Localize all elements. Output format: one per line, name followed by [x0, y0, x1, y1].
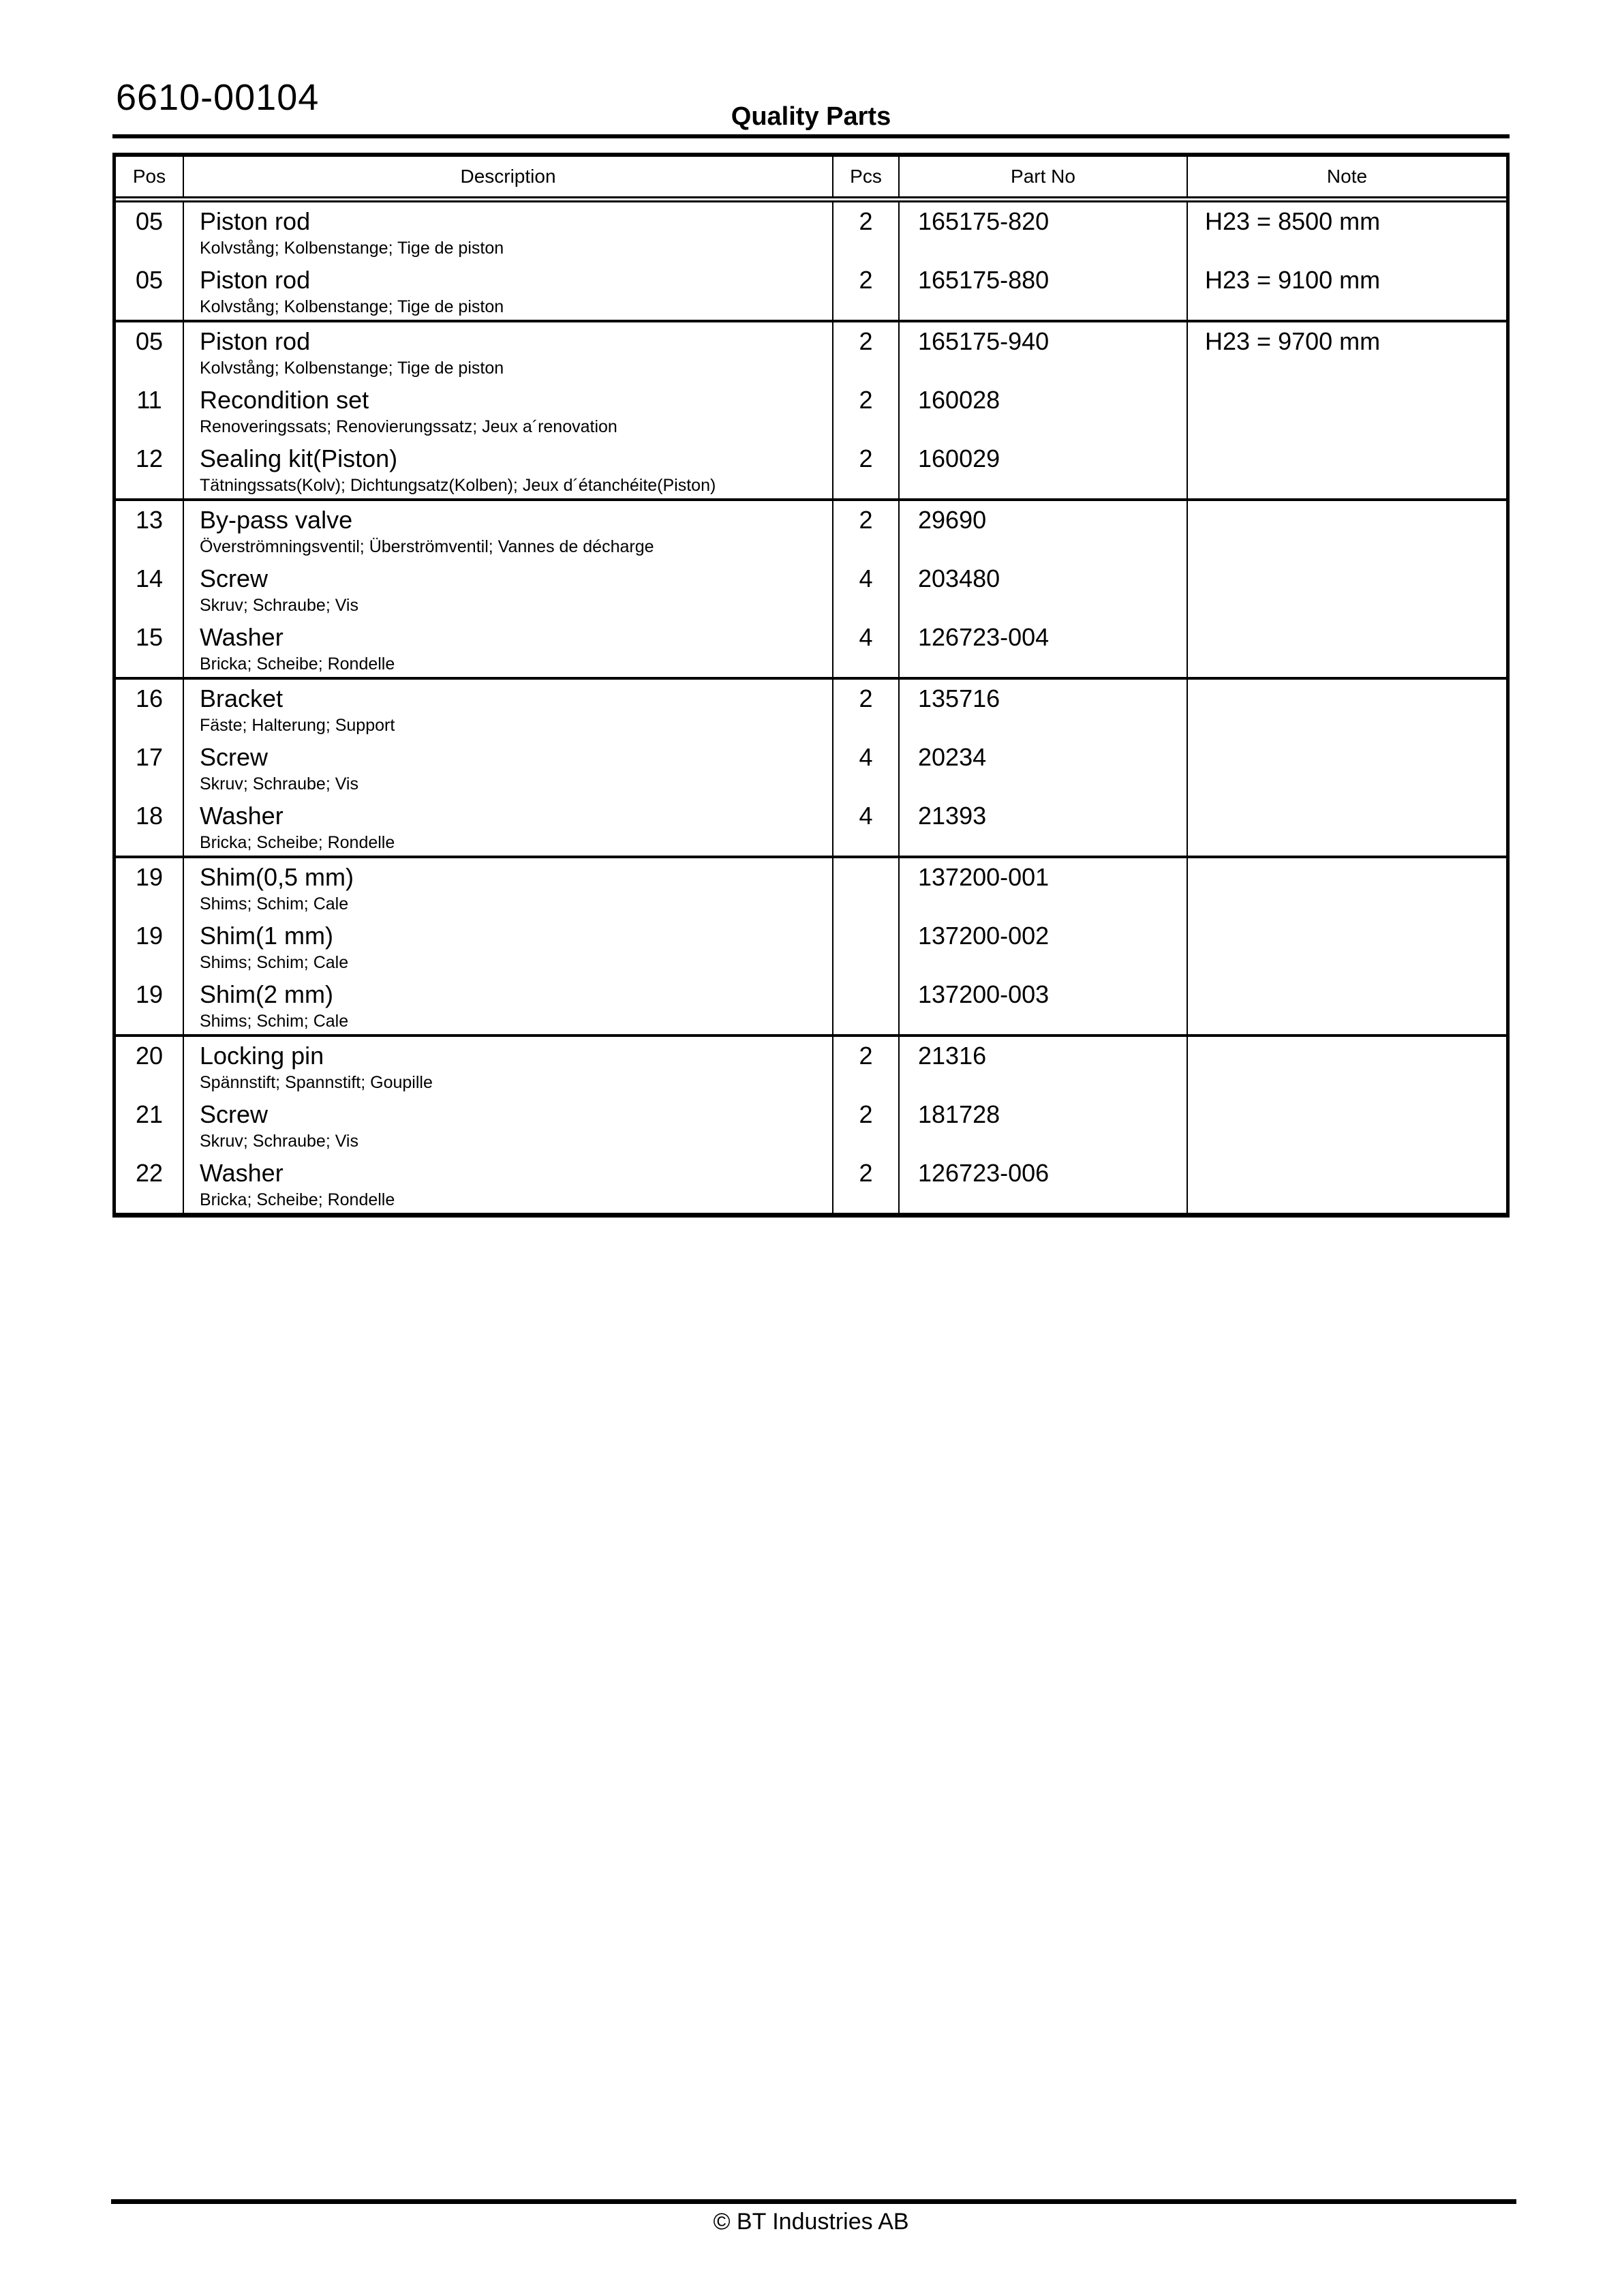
note-cell: [1188, 618, 1506, 677]
description-main: Screw: [200, 743, 269, 771]
page-title: Quality Parts: [731, 102, 891, 131]
table-row: [116, 560, 1506, 618]
pcs-cell: [833, 976, 900, 1034]
description-cell: [184, 618, 833, 677]
table-row: [116, 1037, 1506, 1096]
pos-cell: 22: [116, 1154, 184, 1213]
table-row: [116, 501, 1506, 560]
part-no-cell: 126723-004: [900, 618, 1188, 677]
note-cell: [1188, 976, 1506, 1034]
column-header-part-no: Part No: [900, 157, 1188, 196]
pcs-cell: [833, 858, 900, 917]
table-row: [116, 261, 1506, 320]
description-translations: Shims; Schim; Cale: [200, 894, 349, 913]
pcs-cell: 2: [833, 680, 900, 738]
description-translations: Shims; Schim; Cale: [200, 953, 349, 972]
footer-divider: [111, 2199, 1516, 2204]
row-group: [116, 202, 1506, 322]
part-no-cell: 165175-880: [900, 261, 1188, 320]
description-translations: Skruv; Schraube; Vis: [200, 1132, 358, 1151]
table-row: [116, 322, 1506, 381]
part-no-cell: 137200-001: [900, 858, 1188, 917]
description-cell: [184, 976, 833, 1034]
parts-table-body: [116, 202, 1506, 1213]
description-translations: Shims; Schim; Cale: [200, 1012, 349, 1031]
pos-cell: 15: [116, 618, 184, 677]
table-row: [116, 202, 1506, 261]
pcs-cell: 2: [833, 381, 900, 440]
description-translations: Kolvstång; Kolbenstange; Tige de piston: [200, 297, 504, 316]
part-no-cell: 160028: [900, 381, 1188, 440]
part-no-cell: 21316: [900, 1037, 1188, 1096]
description-main: Washer: [200, 802, 284, 830]
description-translations: Kolvstång; Kolbenstange; Tige de piston: [200, 359, 504, 378]
description-cell: [184, 202, 833, 261]
pos-cell: 20: [116, 1037, 184, 1096]
description-translations: Bricka; Scheibe; Rondelle: [200, 833, 395, 852]
column-header-note: Note: [1326, 166, 1368, 187]
description-main: Piston rod: [200, 327, 311, 355]
note-cell: [1188, 1037, 1506, 1096]
description-cell: [184, 381, 833, 440]
pos-cell: 17: [116, 738, 184, 797]
note-cell: [1188, 560, 1506, 618]
description-translations: Överströmningsventil; Überströmventil; Vannes de décharge: [200, 537, 654, 556]
pos-cell: 21: [116, 1096, 184, 1154]
note-cell: [1188, 917, 1506, 976]
pcs-cell: 2: [833, 1154, 900, 1213]
parts-table: [112, 153, 1510, 1218]
note-cell: [1188, 797, 1506, 856]
part-no-cell: 20234: [900, 738, 1188, 797]
pos-cell: 05: [116, 261, 184, 320]
description-translations: Bricka; Scheibe; Rondelle: [200, 1190, 395, 1209]
note-cell: [1188, 738, 1506, 797]
pos-cell: 12: [116, 440, 184, 498]
description-main: By-pass valve: [200, 506, 353, 534]
row-group: [116, 1037, 1506, 1213]
part-no-cell: 165175-820: [900, 202, 1188, 261]
part-no-cell: 165175-940: [900, 322, 1188, 381]
note-cell: H23 = 9700 mm: [1205, 327, 1381, 355]
description-main: Washer: [200, 623, 284, 651]
row-group: [116, 501, 1506, 680]
description-translations: Spännstift; Spannstift; Goupille: [200, 1073, 433, 1092]
pos-cell: 11: [116, 381, 184, 440]
description-main: Sealing kit(Piston): [200, 444, 398, 472]
part-no-cell: 21393: [900, 797, 1188, 856]
table-header-row: [116, 157, 1506, 202]
part-no-cell: 160029: [900, 440, 1188, 498]
description-cell: [184, 560, 833, 618]
table-row: [116, 440, 1506, 498]
pos-cell: 13: [116, 501, 184, 560]
description-main: Shim(1 mm): [200, 922, 333, 950]
description-cell: [184, 738, 833, 797]
pcs-cell: 4: [833, 797, 900, 856]
pcs-cell: 4: [833, 560, 900, 618]
part-no-cell: 181728: [900, 1096, 1188, 1154]
part-no-cell: 137200-002: [900, 917, 1188, 976]
description-cell: [184, 501, 833, 560]
note-cell: H23 = 8500 mm: [1205, 207, 1381, 235]
column-header-description: Description: [184, 157, 833, 196]
description-cell: [184, 440, 833, 498]
description-translations: Renoveringssats; Renovierungssatz; Jeux a´renovation: [200, 417, 617, 436]
note-cell: [1188, 1096, 1506, 1154]
part-no-cell: 203480: [900, 560, 1188, 618]
part-no-cell: 135716: [900, 680, 1188, 738]
part-no-cell: 29690: [900, 501, 1188, 560]
pcs-cell: 4: [833, 618, 900, 677]
note-cell: [1188, 680, 1506, 738]
description-translations: Skruv; Schraube; Vis: [200, 596, 358, 615]
table-row: [116, 917, 1506, 976]
pcs-cell: [833, 917, 900, 976]
note-cell: H23 = 9100 mm: [1205, 266, 1381, 294]
description-cell: [184, 1037, 833, 1096]
description-cell: [184, 1096, 833, 1154]
pos-cell: 14: [116, 560, 184, 618]
pcs-cell: 2: [833, 501, 900, 560]
description-cell: [184, 322, 833, 381]
description-cell: [184, 917, 833, 976]
note-cell: [1188, 381, 1506, 440]
table-row: [116, 797, 1506, 856]
description-translations: Bricka; Scheibe; Rondelle: [200, 654, 395, 674]
pos-cell: 05: [116, 322, 184, 381]
note-cell: [1188, 858, 1506, 917]
description-main: Washer: [200, 1159, 284, 1187]
description-main: Locking pin: [200, 1042, 324, 1070]
row-group: [116, 680, 1506, 858]
description-main: Piston rod: [200, 207, 311, 235]
part-no-cell: 137200-003: [900, 976, 1188, 1034]
pcs-cell: 2: [833, 322, 900, 381]
note-cell: [1188, 501, 1506, 560]
description-main: Screw: [200, 564, 269, 592]
description-translations: Skruv; Schraube; Vis: [200, 774, 358, 794]
pos-cell: 05: [116, 202, 184, 261]
description-main: Screw: [200, 1100, 269, 1128]
pcs-cell: 2: [833, 202, 900, 261]
note-cell: [1188, 1154, 1506, 1213]
pcs-cell: 2: [833, 1037, 900, 1096]
table-row: [116, 738, 1506, 797]
row-group: [116, 322, 1506, 501]
pos-cell: 19: [116, 917, 184, 976]
description-main: Bracket: [200, 684, 284, 712]
description-translations: Kolvstång; Kolbenstange; Tige de piston: [200, 239, 504, 258]
header-divider: [112, 134, 1510, 138]
footer-copyright: © BT Industries AB: [713, 2209, 909, 2235]
table-row: [116, 680, 1506, 738]
description-cell: [184, 1154, 833, 1213]
pos-cell: 19: [116, 858, 184, 917]
table-row: [116, 381, 1506, 440]
description-cell: [184, 680, 833, 738]
pcs-cell: 2: [833, 440, 900, 498]
note-cell: [1188, 440, 1506, 498]
description-cell: [184, 858, 833, 917]
description-main: Shim(0,5 mm): [200, 863, 354, 891]
description-translations: Tätningssats(Kolv); Dichtungsatz(Kolben); Jeux d´étanchéite(Piston): [200, 476, 716, 495]
description-main: Shim(2 mm): [200, 980, 333, 1008]
description-main: Piston rod: [200, 266, 311, 294]
table-row: [116, 618, 1506, 677]
table-row: [116, 1096, 1506, 1154]
table-row: [116, 976, 1506, 1034]
description-cell: [184, 261, 833, 320]
part-no-cell: 126723-006: [900, 1154, 1188, 1213]
document-number: 6610-00104: [116, 77, 320, 118]
pcs-cell: 2: [833, 1096, 900, 1154]
pos-cell: 16: [116, 680, 184, 738]
description-translations: Fäste; Halterung; Support: [200, 716, 395, 735]
table-row: [116, 858, 1506, 917]
column-header-pos: Pos: [116, 157, 184, 196]
pos-cell: 18: [116, 797, 184, 856]
description-main: Recondition set: [200, 386, 369, 414]
pcs-cell: 4: [833, 738, 900, 797]
row-group: [116, 858, 1506, 1037]
description-cell: [184, 797, 833, 856]
pos-cell: 19: [116, 976, 184, 1034]
pcs-cell: 2: [833, 261, 900, 320]
column-header-pcs: Pcs: [833, 157, 900, 196]
table-row: [116, 1154, 1506, 1213]
